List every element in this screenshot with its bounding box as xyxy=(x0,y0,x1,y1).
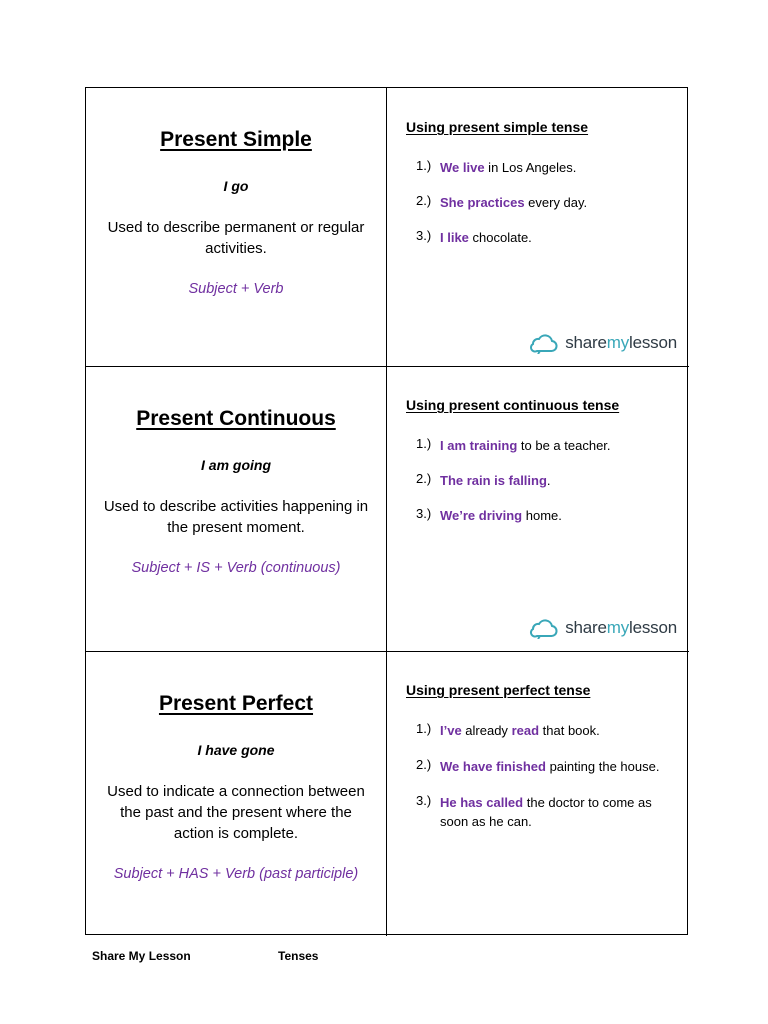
tense-card-grid xyxy=(85,87,688,935)
example-list xyxy=(416,721,681,831)
tense-example: I have gone xyxy=(197,742,275,758)
cloud-icon xyxy=(529,617,559,639)
tense-example: I am going xyxy=(201,457,271,473)
present-perfect-card xyxy=(86,652,387,936)
item-number: 2.) xyxy=(416,471,432,486)
example-sentence: I like chocolate. xyxy=(440,230,532,245)
example-list xyxy=(416,436,681,525)
footer-publisher: Share My Lesson xyxy=(92,949,191,963)
tense-formula: Subject + IS + Verb (continuous) xyxy=(131,560,341,576)
item-number: 2.) xyxy=(416,757,432,772)
present-perfect-examples-card xyxy=(387,652,689,936)
example-sentence: We’re driving home. xyxy=(440,508,562,523)
list-item xyxy=(416,471,681,490)
examples-heading: Using present simple tense xyxy=(406,119,589,135)
example-sentence: I’ve already read that book. xyxy=(440,723,600,738)
list-item xyxy=(416,757,681,776)
present-continuous-examples-card xyxy=(387,367,689,652)
tense-title: Present Perfect xyxy=(158,692,314,715)
list-item xyxy=(416,506,681,525)
examples-heading: Using present continuous tense xyxy=(406,397,620,413)
example-sentence: She practices every day. xyxy=(440,195,588,210)
example-list xyxy=(416,158,681,247)
tense-description: Used to indicate a connection between the past and the present where the action is complete. xyxy=(107,783,365,842)
logo-wordmark: sharemylesson xyxy=(565,333,677,352)
tense-formula: Subject + Verb xyxy=(188,281,284,297)
list-item xyxy=(416,193,681,212)
tense-example: I go xyxy=(223,178,249,194)
list-item xyxy=(416,721,681,740)
item-number: 3.) xyxy=(416,228,432,243)
tense-title: Present Simple xyxy=(160,128,312,151)
example-sentence: The rain is falling. xyxy=(440,473,551,488)
item-number: 2.) xyxy=(416,193,432,208)
item-number: 1.) xyxy=(416,158,432,173)
example-sentence: We have finished painting the house. xyxy=(440,759,660,774)
item-number: 1.) xyxy=(416,721,432,736)
list-item xyxy=(416,436,681,455)
list-item xyxy=(416,228,681,247)
item-number: 3.) xyxy=(416,793,432,808)
cloud-icon xyxy=(529,332,559,354)
present-simple-card xyxy=(86,88,387,367)
examples-heading: Using present perfect tense xyxy=(406,682,591,698)
logo-wordmark: sharemylesson xyxy=(565,618,677,637)
tense-description: Used to describe activities happening in the present moment. xyxy=(103,498,369,536)
sharemylesson-logo xyxy=(529,332,677,354)
list-item xyxy=(416,158,681,177)
item-number: 3.) xyxy=(416,506,432,521)
item-number: 1.) xyxy=(416,436,432,451)
example-sentence: He has called the doctor to come as soon as he can. xyxy=(440,795,652,829)
sharemylesson-logo xyxy=(529,617,677,639)
tense-title: Present Continuous xyxy=(136,407,336,430)
tense-formula: Subject + HAS + Verb (past participle) xyxy=(113,866,359,882)
tense-description: Used to describe permanent or regular activities. xyxy=(107,219,365,257)
example-sentence: I am training to be a teacher. xyxy=(440,438,611,453)
present-continuous-card xyxy=(86,367,387,652)
example-sentence: We live in Los Angeles. xyxy=(440,160,577,175)
list-item xyxy=(416,793,681,831)
present-simple-examples-card xyxy=(387,88,689,367)
footer-topic: Tenses xyxy=(278,949,319,963)
